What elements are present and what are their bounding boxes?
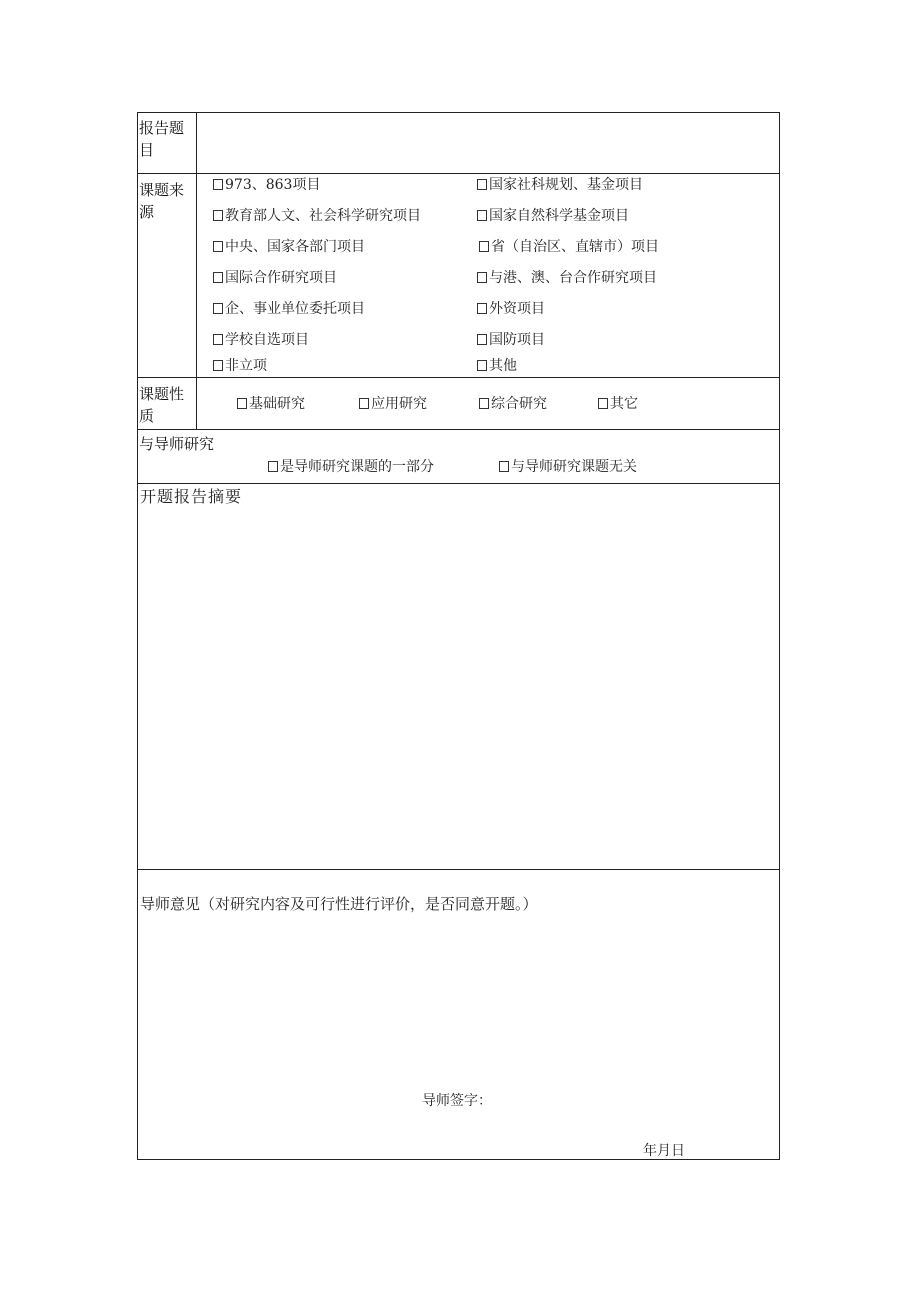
- checkbox-icon[interactable]: [477, 210, 487, 221]
- row-divider: [138, 173, 779, 174]
- row-divider: [138, 429, 779, 430]
- summary-label: 开题报告摘要: [140, 487, 243, 506]
- relation-label: 与导师研究: [139, 435, 215, 453]
- source-option-foreign[interactable]: 外资项目: [477, 299, 545, 319]
- source-option-international[interactable]: 国际合作研究项目: [213, 268, 337, 288]
- source-option-nsfc[interactable]: 国家自然科学基金项目: [477, 206, 629, 226]
- advisor-opinion-label: 导师意见（对研究内容及可行性进行评价，是否同意开题。）: [140, 895, 538, 913]
- checkbox-icon[interactable]: [213, 241, 223, 252]
- nature-option-other[interactable]: 其它: [598, 394, 638, 414]
- checkbox-icon[interactable]: [477, 179, 487, 190]
- source-option-defense[interactable]: 国防项目: [477, 330, 545, 350]
- date-label: 年月日: [643, 1143, 685, 1159]
- nature-option-applied[interactable]: 应用研究: [359, 394, 427, 414]
- checkbox-icon[interactable]: [499, 461, 509, 472]
- report-title-label: 报告题 目: [139, 119, 185, 159]
- nature-option-comprehensive[interactable]: 综合研究: [479, 394, 547, 414]
- checkbox-icon[interactable]: [477, 360, 487, 371]
- checkbox-icon[interactable]: [477, 303, 487, 314]
- checkbox-icon[interactable]: [213, 272, 223, 283]
- checkbox-icon[interactable]: [237, 398, 247, 409]
- checkbox-icon[interactable]: [213, 360, 223, 371]
- source-option-enterprise[interactable]: 企、事业单位委托项目: [213, 299, 365, 319]
- source-option-hk-macao-taiwan[interactable]: 与港、澳、台合作研究项目: [477, 268, 657, 288]
- source-label: 课题来 源: [139, 181, 185, 221]
- checkbox-icon[interactable]: [213, 179, 223, 190]
- checkbox-icon[interactable]: [477, 334, 487, 345]
- source-option-unfunded[interactable]: 非立项: [213, 356, 267, 376]
- checkbox-icon[interactable]: [598, 398, 608, 409]
- row-divider: [138, 377, 779, 378]
- source-option-other[interactable]: 其他: [477, 356, 517, 376]
- checkbox-icon[interactable]: [213, 210, 223, 221]
- source-option-moe[interactable]: 教育部人文、社会科学研究项目: [213, 206, 421, 226]
- checkbox-icon[interactable]: [359, 398, 369, 409]
- checkbox-icon[interactable]: [213, 334, 223, 345]
- source-option-central[interactable]: 中央、国家各部门项目: [213, 237, 365, 257]
- nature-label: 课题性 质: [139, 385, 185, 425]
- checkbox-icon[interactable]: [477, 272, 487, 283]
- checkbox-icon[interactable]: [268, 461, 278, 472]
- checkbox-icon[interactable]: [479, 241, 489, 252]
- relation-option-part-of[interactable]: 是导师研究课题的一部分: [268, 457, 434, 477]
- row-divider: [138, 483, 779, 484]
- source-option-973-863[interactable]: 973、863项目: [213, 175, 320, 195]
- row-divider: [138, 869, 779, 870]
- advisor-signature-label: 导师签字：: [422, 1093, 492, 1109]
- nature-option-basic[interactable]: 基础研究: [237, 394, 305, 414]
- source-option-school[interactable]: 学校自选项目: [213, 330, 309, 350]
- checkbox-icon[interactable]: [213, 303, 223, 314]
- source-option-social-science[interactable]: 国家社科规划、基金项目: [477, 175, 643, 195]
- proposal-form: [137, 112, 780, 1160]
- source-option-provincial[interactable]: 省（自治区、直辖市）项目: [479, 237, 659, 257]
- report-title-field[interactable]: [197, 113, 779, 173]
- checkbox-icon[interactable]: [479, 398, 489, 409]
- relation-option-unrelated[interactable]: 与导师研究课题无关: [499, 457, 637, 477]
- summary-textarea[interactable]: [138, 509, 779, 867]
- advisor-opinion-textarea[interactable]: [138, 919, 779, 1089]
